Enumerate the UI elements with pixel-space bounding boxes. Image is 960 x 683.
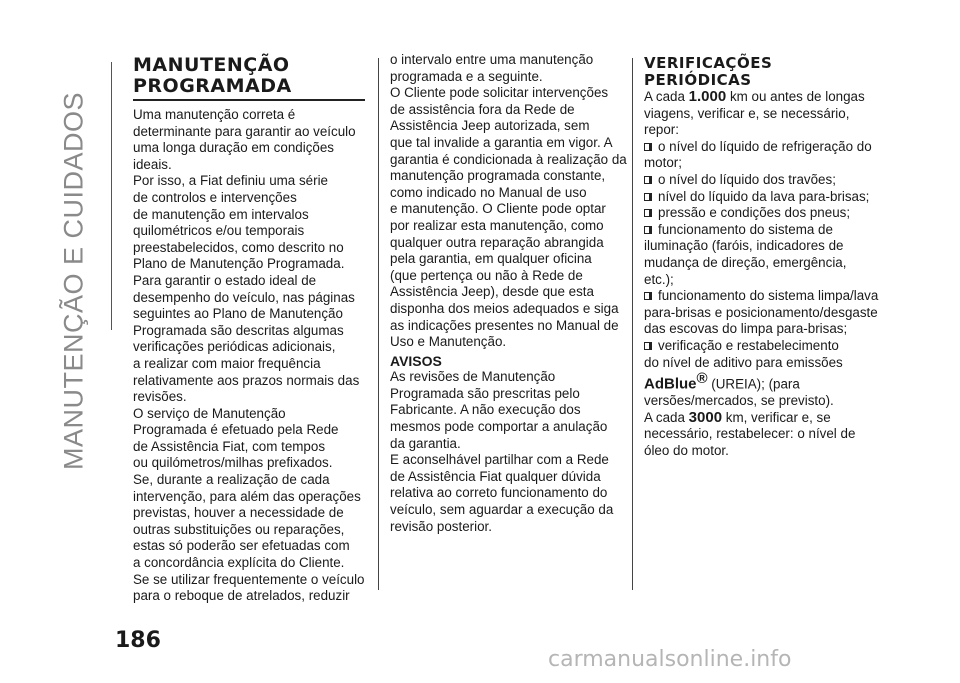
avisos-heading: AVISOS [390, 352, 442, 369]
text-line: Plano de Manutenção Programada. [133, 256, 345, 272]
list-item-text: pressão e condições dos pneus; [658, 205, 851, 221]
column-2-text-a [390, 52, 628, 351]
section-heading-line-2: PROGRAMADA [133, 75, 292, 97]
list-item [644, 205, 884, 222]
text-line: óleo do motor. [644, 442, 729, 458]
text-line: E aconselhável partilhar com a Rede [390, 452, 609, 468]
column-2-text-b [390, 369, 628, 535]
list-item [644, 272, 884, 289]
section-heading-line-1: VERIFICAÇÕES [644, 54, 773, 72]
bullet-square-icon [644, 209, 652, 217]
text-line: As revisões de Manutenção [390, 369, 556, 385]
column-2 [390, 52, 628, 535]
text-line: e manutenção. O Cliente pode optar [390, 201, 606, 217]
column-divider-1 [378, 58, 379, 590]
text-line: Programada são prescritas pelo [390, 385, 580, 401]
list-item-text: verificação e restabelecimento [658, 337, 839, 353]
list-item [644, 238, 884, 255]
text-line: estas só poderão ser efetuadas com [133, 538, 350, 554]
text-line: Fabricante. A não execução dos [390, 402, 581, 418]
text-line: Se, durante a realização de cada [133, 472, 330, 488]
text-line: relativamente aos prazos normais das [133, 372, 360, 388]
text-line: intervenção, para além das operações [133, 488, 361, 504]
text-line: seguintes ao Plano de Manutenção [133, 306, 343, 322]
text-line: repor: [644, 122, 679, 138]
text-line: que tal invalide a garantia em vigor. A [390, 134, 613, 150]
text-line: manutenção programada constante, [390, 168, 606, 184]
text-line: revisões. [133, 389, 187, 405]
text-line: programada e a seguinte. [390, 68, 543, 84]
text-line: Uso e Manutenção. [390, 334, 507, 350]
text-line: preestabelecidos, como descrito no [133, 239, 344, 255]
list-item [644, 155, 884, 172]
section-heading-line-2: PERIÓDICAS [644, 71, 752, 89]
heading-rule [133, 99, 365, 101]
intro-line: A cada 1.000 km ou antes de longas [644, 88, 865, 105]
text-line: qualquer outra reparação abrangida [390, 234, 604, 250]
text-line: Assistência Jeep), desde que esta [390, 284, 594, 300]
list-item [644, 288, 884, 305]
adblue-line: AdBlue® (UREIA); (para [644, 370, 800, 393]
text-line: disponha dos meios adequados e siga [390, 300, 619, 316]
bullet-square-icon [644, 342, 652, 350]
text-line: quilométricos e/ou temporais [133, 223, 305, 239]
list-item-text: do nível de aditivo para emissões [644, 354, 843, 370]
list-item [644, 321, 884, 338]
text-line: da garantia. [390, 435, 461, 451]
text-line: Por isso, a Fiat definiu uma série [133, 173, 328, 189]
text-line: Uma manutenção correta é [133, 107, 296, 122]
list-item [644, 355, 884, 372]
list-item-text: das escovas do limpa para-brisas; [644, 321, 848, 337]
column-1 [133, 55, 368, 605]
text-line: Se se utilizar frequentemente o veículo [133, 571, 365, 587]
text-line: O serviço de Manutenção [133, 405, 286, 421]
list-item [644, 338, 884, 355]
text-line: Programada são descritas algumas [133, 322, 344, 338]
text-line: veículo, sem aguardar a execução da [390, 502, 614, 518]
list-item [644, 305, 884, 322]
watermark: carmanualsonline.info [548, 647, 792, 672]
column-1-text [133, 107, 368, 605]
list-item-text: para-brisas e posicionamento/desgaste [644, 304, 878, 320]
text-line: ideais. [133, 156, 172, 172]
text-line: O Cliente pode solicitar intervenções [390, 85, 609, 101]
text-line: Assistência Jeep autorizada, sem [390, 118, 590, 134]
text-line: ou quilómetros/milhas prefixados. [133, 455, 333, 471]
text-line: relativa ao correto funcionamento do [390, 485, 608, 501]
list-item [644, 255, 884, 272]
list-item-text: motor; [644, 155, 682, 171]
outro-text [644, 426, 884, 459]
text-line: Para garantir o estado ideal de [133, 272, 317, 288]
list-item-text: o nível do líquido dos travões; [658, 171, 836, 187]
list-item-text: mudança de direção, emergência, [644, 254, 847, 270]
list-item [644, 139, 884, 156]
list-item-text: iluminação (faróis, indicadores de [644, 238, 844, 254]
bullet-square-icon [644, 176, 652, 184]
list-item [644, 189, 884, 206]
list-item [644, 172, 884, 189]
list-item [644, 222, 884, 239]
page-number: 186 [115, 628, 161, 653]
text-line: desempenho do veículo, nas páginas [133, 289, 355, 305]
bullet-square-icon [644, 292, 652, 300]
text-line: determinante para garantir ao veículo [133, 123, 356, 139]
bullet-square-icon [644, 193, 652, 201]
bullet-square-icon [644, 143, 652, 151]
text-line: a concordância explícita do Cliente. [133, 555, 345, 571]
list-item-text: nível do líquido da lava para-brisas; [658, 188, 870, 204]
text-line: as indicações presentes no Manual de [390, 317, 619, 333]
list-item-text: etc.); [644, 271, 674, 287]
text-line: previstas, houver a necessidade de [133, 505, 344, 521]
list-item-text: funcionamento do sistema limpa/lava [658, 288, 879, 304]
text-line: Programada é efetuado pela Rede [133, 422, 339, 438]
text-line: de assistência fora da Rede de [390, 101, 575, 117]
after-adblue-line: versões/mercados, se previsto). [644, 393, 834, 409]
text-line: de Assistência Fiat, com tempos [133, 438, 326, 454]
list-item-text: funcionamento do sistema de [658, 221, 833, 237]
text-line: de Assistência Fiat qualquer dúvida [390, 468, 601, 484]
section-heading-line-1: MANUTENÇÃO [133, 54, 290, 76]
text-line: viagens, verificar e, se necessário, [644, 105, 850, 121]
bullet-square-icon [644, 226, 652, 234]
chapter-rule [111, 62, 112, 330]
text-line: revisão posterior. [390, 518, 492, 534]
outro-line: A cada 3000 km, verificar e, se [644, 408, 831, 426]
text-line: mesmos pode comportar a anulação [390, 419, 608, 435]
text-line: como indicado no Manual de uso [390, 184, 587, 200]
text-line: o intervalo entre uma manutenção [390, 52, 594, 67]
text-line: de controlos e intervenções [133, 189, 297, 205]
text-line: pela garantia, em qualquer oficina [390, 251, 592, 267]
text-line: garantia é condicionada à realização da [390, 151, 627, 167]
text-line: verificações periódicas adicionais, [133, 339, 336, 355]
check-list [644, 139, 884, 371]
chapter-title: MANUTENÇÃO E CUIDADOS [58, 91, 89, 470]
text-line: outras substituições ou reparações, [133, 521, 345, 537]
text-line: uma longa duração em condições [133, 140, 334, 156]
text-line: por realizar esta manutenção, como [390, 217, 604, 233]
column-divider-2 [632, 58, 633, 590]
text-line: (que pertença ou não à Rede de [390, 267, 583, 283]
column-3 [644, 55, 884, 460]
text-line: para o reboque de atrelados, reduzir [133, 588, 350, 604]
text-line: necessário, restabelecer: o nível de [644, 426, 856, 442]
intro-text [644, 106, 884, 139]
text-line: de manutenção em intervalos [133, 206, 309, 222]
list-item-text: o nível do líquido de refrigeração do [658, 138, 872, 154]
text-line: a realizar com maior frequência [133, 355, 321, 371]
